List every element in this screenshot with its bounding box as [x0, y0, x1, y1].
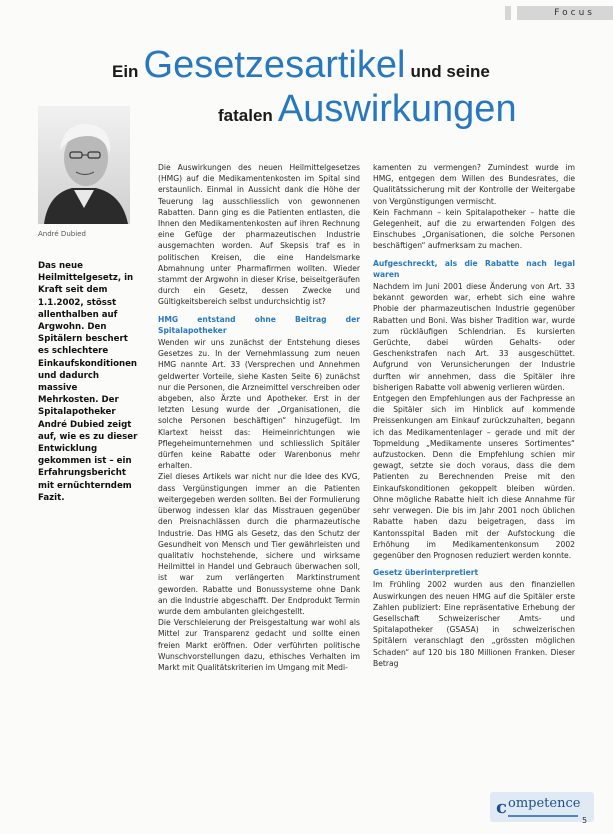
logo-underline: [508, 815, 578, 817]
headline-prefix-2: fatalen: [218, 106, 273, 125]
section-tag: Focus: [554, 8, 595, 18]
paragraph-1: Die Auswirkungen des neuen Heilmittelgesetzes (HMG) auf die Medikamentenkosten im Spital sind erstaunlich. Einmal in Aussicht dank die Höhe der Teuerung lag ausschliesslich von gewonnenen Rabatten. Dann ging es die Patienten entlasten, die Ihnen den Medikamentenkosten auf ihren Rechnung eine Gefüge der pharmazeutischen Industrie ausgemachten worden. Auf Skepsis traf es in politischen Kreisen, die eine Handelsmarke Abmahnung unter Pharmafirmen wollten. Wieder stammt der Argwohn in dieser Krise, beiseitgeräufen durch ein Gesetz, dessen Zwecke und Gültigkeitsbereich selbst undurchsichtig ist?: [158, 163, 360, 307]
lead-paragraph: Das neue Heilmittelgesetz, in Kraft seit dem 1.1.2002, stösst allenthalben auf Argwohn. Den Spitälern beschert es schlechtere Einkaufskonditionen und dadurch massive Mehrkosten. Der Spitalapotheker André Dubied zeigt auf, wie es zu dieser Entwicklung gekommen ist – ein Erfahrungsbericht mit ernüchterndem Fazit.: [38, 261, 138, 503]
author-photo: [38, 106, 130, 224]
article-column-1: [158, 162, 360, 673]
headline-main-word-2: Auswirkungen: [277, 88, 517, 130]
page-number: 5: [582, 816, 588, 825]
competence-logo: [490, 792, 594, 822]
paragraph-2: Wenden wir uns zunächst der Entstehung dieses Gesetzes zu. In der Vernehmlassung zum neuen HMG nannte Art. 33 (Versprechen und Annehmen geldwerter Vorteile, siehe Kasten Seite 6) zunächst nur die Personen, die Arzneimittel verschreiben oder abgeben, also Ärzte und Apotheker. Erst in der letzten Lesung wurde der „Organisationen, die solche Personen beschäftigen“ hinzugefügt. Im Klartext heisst das: Heimeinrichtungen wie Pflegeheimunternehmen und schliesslich Spitäler dürfen keine Rabatte oder Warenbonus mehr erhalten.: [158, 338, 360, 471]
section-header: [505, 0, 613, 28]
photo-caption: André Dubied: [38, 230, 86, 238]
paragraph-3: Ziel dieses Artikels war nicht nur die Idee des KVG, dass Vergünstigungen immer an die Patienten weitergegeben werden sollten. Bei der Formulierung überwog indessen klar das Misstrauen gegenüber den Preisnachlässen durch die pharmazeutische Industrie. Das HMG als Gesetz, das den Schutz der Gesundheit von Mensch und Tier gewährleisten und qualitativ hochstehende, sichere und wirksame Heilmittel in Handel und Gebrauch überwachen soll, ist war zum verlängerten Marktinstrument geworden. Rabatte und Bonussysteme ohne Dank an die Industrie abgeschafft. Der Endprodukt Termin wurde dem ambulanten gleichgestellt.: [158, 472, 360, 616]
paragraph-9: Im Frühling 2002 wurden aus den finanziellen Auswirkungen des neuen HMG auf die Spitäler erste Zahlen publiziert: Eine repräsentative Erhebung der Gesellschaft Schweizerischer Amts- und Spitalapotheker (GSASA) in schweizerischen Spitälern veranschlagt den „grössten möglichen Schaden“ auf 120 bis 180 Millionen Franken. Dieser Betrag: [373, 580, 575, 668]
headline-line1: [112, 44, 490, 87]
paragraph-8: Entgegen den Empfehlungen aus der Fachpresse an die Spitäler sich im Hinblick auf kommende Preissenkungen am Einkauf zurückzuhalten, begann ich das Medikamentenlager – gerade und mit der Topmeldung „Medikamente unseres Sortimentes“ aufzustocken. Denn die Empfehlung schien mir gewagt, setzte sie doch voraus, dass die dem Patienten zu Berechnenden Preise mit den Einkaufskonditionen gekoppelt bleiben würden. Ohne mögliche Rabatte hielt ich diese Annahme für sehr verwegen. Die bis im Jahr 2001 noch üblichen Rabatte haben dazu beigetragen, dass im Kantonsspital Baden mit der Aufstockung die Erhöhung im Medikamentenkonsum 2002 gegenüber den Prognosen reduziert werden konnte.: [373, 394, 575, 560]
headline-prefix: Ein: [112, 62, 139, 81]
headline-main-word: Gesetzesartikel: [143, 44, 406, 86]
headline-line2: [218, 88, 517, 131]
paragraph-7: Nachdem im Juni 2001 diese Änderung von Art. 33 bekannt geworden war, erhebt sich eine wahre Phobie der pharmazeutischen Industrie gegenüber Rabatten und Boni. Was bisher Tradition war, wurde zum rückläufigen Schlendrian. Es kursierten Gerüchte, dabei würden Gehalts- oder Geschenkstrafen nach Art. 33 ausgeschüttet. Aufgrund von Verunsicherungen der Industrie durften wir annehmen, dass die Spitäler ihre bisherigen Rabatte voll abwenig verlieren würden.: [373, 282, 575, 392]
header-square: [505, 6, 511, 20]
logo-text: ompetence: [508, 796, 581, 811]
paragraph-5: kamenten zu vermengen? Zumindest wurde im HMG, entgegen dem Willen des Bundesrates, die Qualitätssicherung mit der Kontrolle der Weitergabe von Vergünstigungen vermischt.: [373, 163, 575, 206]
subheading-3: Gesetz überinterpretiert: [373, 568, 479, 578]
headline-suffix: und seine: [410, 62, 490, 81]
portrait-image: [38, 106, 130, 224]
article-column-2: [373, 162, 575, 669]
subheading-2: Aufgeschreckt, als die Rabatte nach legal waren: [373, 258, 575, 279]
logo-initial: c: [496, 797, 507, 818]
subheading-1: HMG entstand ohne Beitrag der Spitalapotheker: [158, 314, 360, 335]
paragraph-4: Die Verschleierung der Preisgestaltung war wohl als Mittel zur Transparenz gedacht und sollte einen freien Markt eröffnen. Oder verführten politische Wunschvorstellungen dazu, ethisches Verhalten im Markt mit Qualitätskriterien im Umgang mit Medi-: [158, 618, 360, 672]
paragraph-6: Kein Fachmann – kein Spitalapotheker – hatte die Gelegenheit, auf die zu erwartenden Folgen des Einschubes „Organisationen, die solche Personen beschäftigen“ aufmerksam zu machen.: [373, 207, 575, 251]
